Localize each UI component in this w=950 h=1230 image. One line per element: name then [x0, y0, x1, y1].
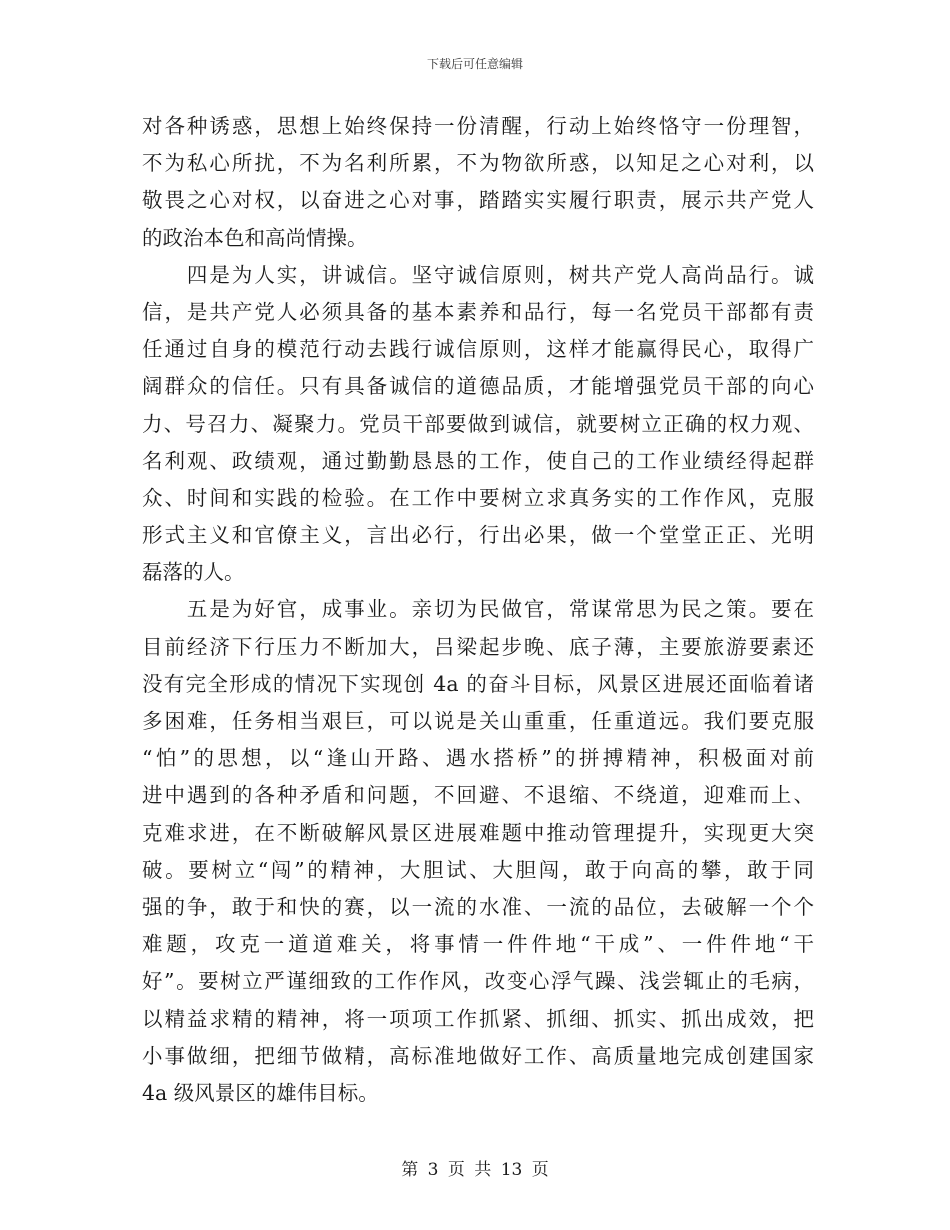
text-line: “怕”的思想，以“逢山开路、遇水搭桥”的拼搏精神，积极面对前: [142, 746, 814, 771]
text-line: 难题，攻克一道道难关，将事情一件件地“干成”、一件件地“干: [142, 932, 814, 957]
paragraph-2: [142, 257, 814, 592]
text-line: 五是为好官，成事业。亲切为民做官，常谋常思为民之策。要在: [142, 597, 814, 622]
paragraph-1: [142, 108, 814, 257]
text-line: 任通过自身的模范行动去践行诚信原则，这样才能赢得民心，取得广: [142, 337, 814, 362]
text-line: 力、号召力、凝聚力。党员干部要做到诚信，就要树立正确的权力观、: [142, 411, 814, 436]
text-line: 克难求进，在不断破解风景区进展难题中推动管理提升，实现更大突: [142, 820, 814, 845]
text-line: 磊落的人。: [142, 560, 245, 585]
text-line: 名利观、政绩观，通过勤勤恳恳的工作，使自己的工作业绩经得起群: [142, 448, 814, 473]
text-line: 四是为人实，讲诚信。坚守诚信原则，树共产党人高尚品行。诚: [142, 262, 814, 287]
page-header-note: 下载后可任意编辑: [426, 57, 523, 71]
text-line: 以精益求精的精神，将一项项工作抓紧、抓细、抓实、抓出成效，把: [142, 1006, 814, 1031]
document-body: [142, 108, 814, 1112]
text-line: 形式主义和官僚主义，言出必行，行出必果，做一个堂堂正正、光明: [142, 523, 814, 548]
page-number-footer: 第 3 页 共 13 页: [401, 1160, 549, 1180]
text-line: 破。要树立“闯”的精神，大胆试、大胆闯，敢于向高的攀，敢于同: [142, 857, 814, 882]
paragraph-3: [142, 591, 814, 1112]
text-line: 的政治本色和高尚情操。: [142, 225, 368, 250]
text-line: 多困难，任务相当艰巨，可以说是关山重重，任重道远。我们要克服: [142, 709, 814, 733]
text-line: 众、时间和实践的检验。在工作中要树立求真务实的工作作风，克服: [142, 485, 814, 510]
text-line: 强的争，敢于和快的赛，以一流的水准、一流的品位，去破解一个个: [142, 894, 814, 919]
text-line: 信，是共产党人必须具备的基本素养和品行，每一名党员干部都有责: [142, 299, 814, 324]
text-line: 目前经济下行压力不断加大，吕梁起步晚、底子薄，主要旅游要素还: [142, 634, 814, 659]
text-line: 小事做细，把细节做精，高标准地做好工作、高质量地完成创建国家: [142, 1043, 814, 1068]
text-line: 4a 级风景区的雄伟目标。: [142, 1080, 379, 1105]
text-line: 不为私心所扰，不为名利所累，不为物欲所惑，以知足之心对利，以: [142, 151, 814, 176]
text-line: 对各种诱惑，思想上始终保持一份清醒，行动上始终恪守一份理智，: [142, 114, 814, 138]
text-line: 进中遇到的各种矛盾和问题，不回避、不退缩、不绕道，迎难而上、: [142, 783, 814, 808]
text-line: 阔群众的信任。只有具备诚信的道德品质，才能增强党员干部的向心: [142, 374, 814, 399]
text-line: 敬畏之心对权，以奋进之心对事，踏踏实实履行职责，展示共产党人: [142, 188, 814, 213]
text-line: 好”。要树立严谨细致的工作作风，改变心浮气躁、浅尝辄止的毛病，: [142, 969, 814, 994]
text-line: 没有完全形成的情况下实现创 4a 的奋斗目标，风景区进展还面临着诸: [142, 671, 814, 696]
